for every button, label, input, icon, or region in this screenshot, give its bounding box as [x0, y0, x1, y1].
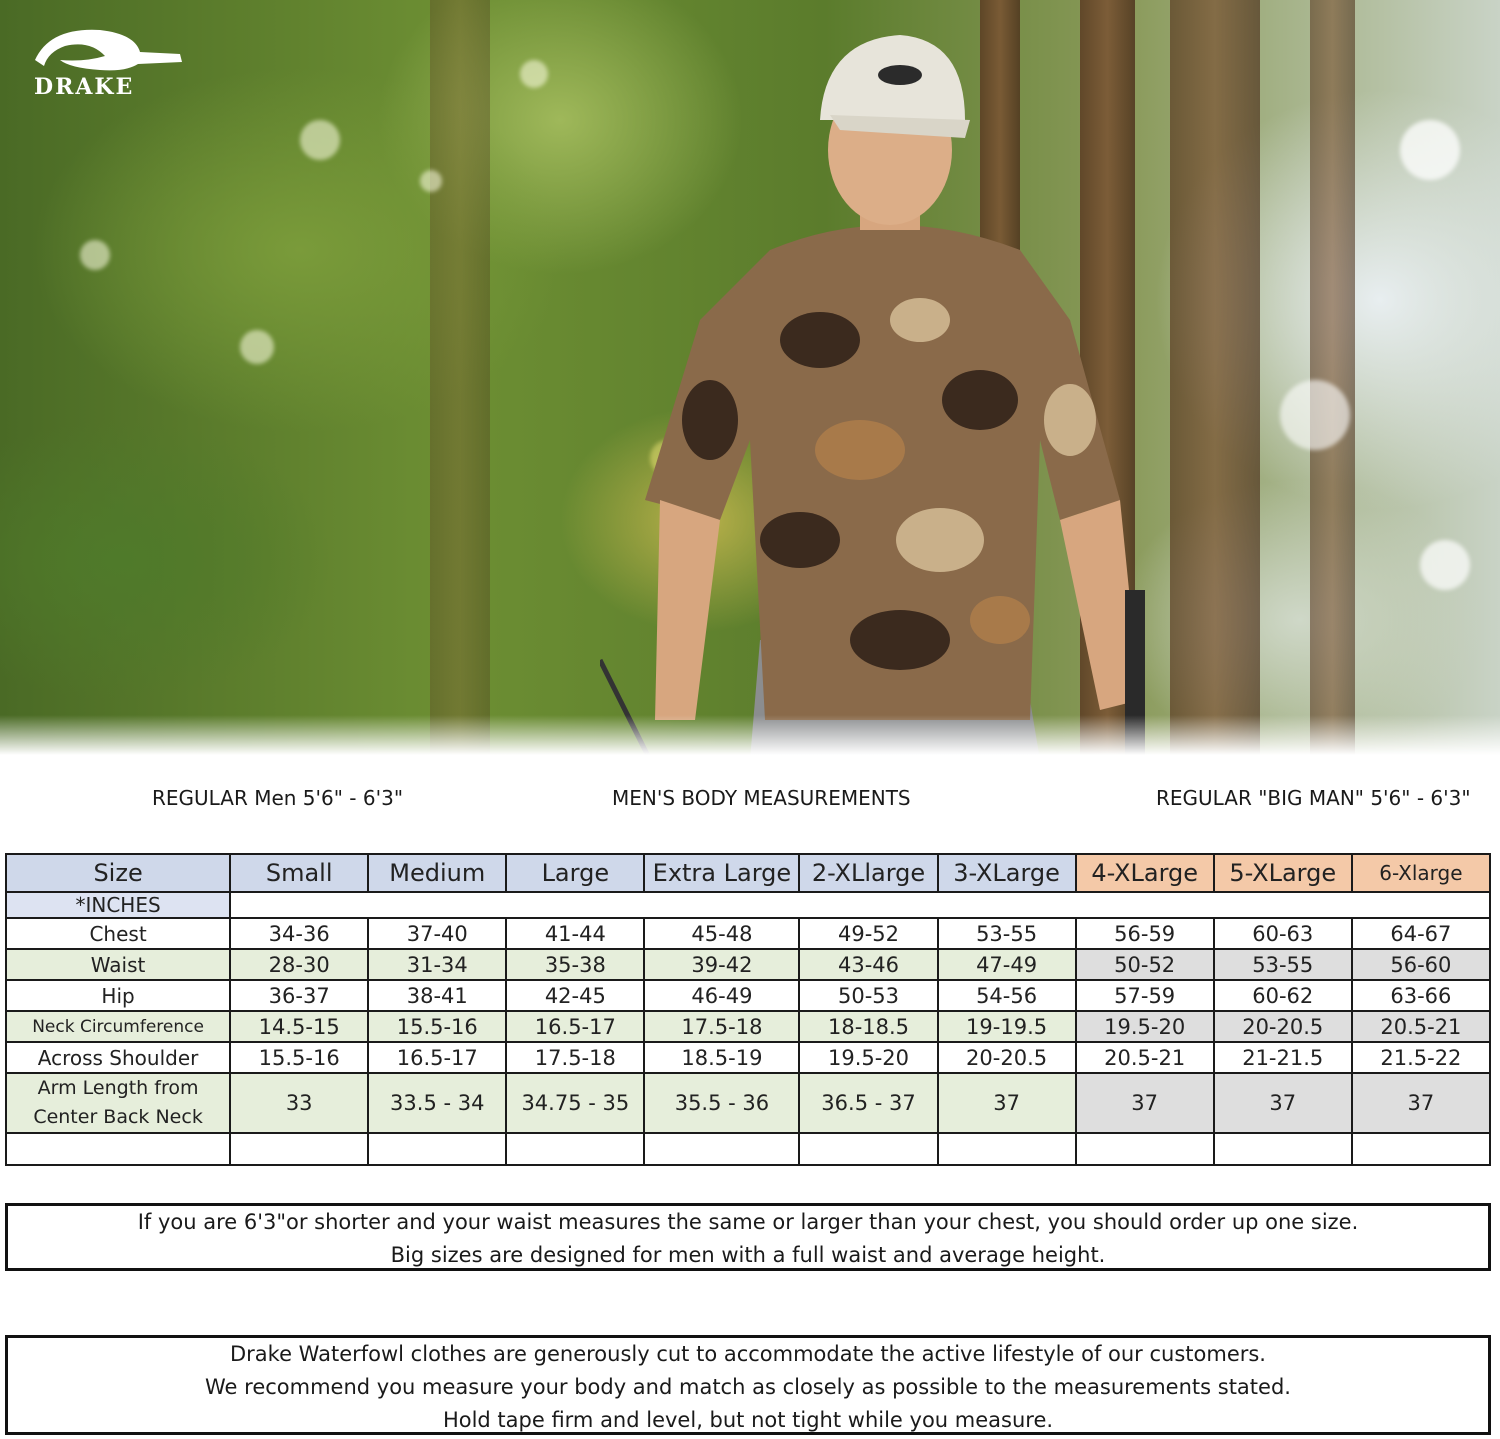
table-cell: 54-56 [938, 980, 1076, 1011]
table-cell: 38-41 [368, 980, 506, 1011]
table-cell: 21-21.5 [1214, 1042, 1352, 1073]
table-cell: 34-36 [230, 918, 368, 949]
table-cell: 19.5-20 [1076, 1011, 1214, 1042]
table-cell: 41-44 [506, 918, 644, 949]
size-header-4xl: 4-XLarge [1076, 854, 1214, 892]
table-row-neck [6, 1011, 1490, 1042]
row-label: Chest [6, 918, 230, 949]
table-cell: 36.5 - 37 [799, 1073, 937, 1133]
measure-note-line: We recommend you measure your body and match as closely as possible to the measurements stated. [205, 1375, 1291, 1399]
size-header-small: Small [230, 854, 368, 892]
table-cell: 19.5-20 [799, 1042, 937, 1073]
row-label-line: Arm Length from [37, 1077, 199, 1099]
table-cell: 50-53 [799, 980, 937, 1011]
row-label: Across Shoulder [6, 1042, 230, 1073]
row-label: Neck Circumference [6, 1011, 230, 1042]
size-chart-table [5, 853, 1491, 1166]
table-cell: 34.75 - 35 [506, 1073, 644, 1133]
fit-note-line: If you are 6'3"or shorter and your waist measures the same or larger than your chest, you should order up one size. [137, 1210, 1359, 1234]
table-cell: 39-42 [644, 949, 799, 980]
heading-big-man: REGULAR "BIG MAN" 5'6" - 6'3" [1156, 786, 1471, 810]
table-cell: 18.5-19 [644, 1042, 799, 1073]
table-cell: 37-40 [368, 918, 506, 949]
heading-mens-body-measurements: MEN'S BODY MEASUREMENTS [612, 786, 911, 810]
size-header-large: Large [506, 854, 644, 892]
table-row-arm-length [6, 1073, 1490, 1133]
row-label: Waist [6, 949, 230, 980]
table-cell: 20.5-21 [1076, 1042, 1214, 1073]
table-row-hip [6, 980, 1490, 1011]
measure-note-box [5, 1335, 1491, 1435]
table-cell: 50-52 [1076, 949, 1214, 980]
table-cell: 64-67 [1352, 918, 1490, 949]
unit-label: *INCHES [6, 892, 230, 918]
table-cell: 37 [938, 1073, 1076, 1133]
table-cell: 18-18.5 [799, 1011, 937, 1042]
table-row-empty [6, 1133, 1490, 1165]
model-illustration [600, 20, 1200, 755]
table-cell: 33 [230, 1073, 368, 1133]
table-row-chest [6, 918, 1490, 949]
table-cell: 56-60 [1352, 949, 1490, 980]
measure-note-line: Hold tape firm and level, but not tight while you measure. [442, 1408, 1054, 1432]
table-cell: 46-49 [644, 980, 799, 1011]
fit-note-line: Big sizes are designed for men with a full waist and average height. [390, 1243, 1106, 1267]
size-header-3xl: 3-XLarge [938, 854, 1076, 892]
table-cell: 60-62 [1214, 980, 1352, 1011]
table-cell: 15.5-16 [230, 1042, 368, 1073]
table-cell: 15.5-16 [368, 1011, 506, 1042]
table-cell: 14.5-15 [230, 1011, 368, 1042]
heading-regular: REGULAR Men 5'6" - 6'3" [152, 786, 404, 810]
table-cell: 33.5 - 34 [368, 1073, 506, 1133]
table-cell: 60-63 [1214, 918, 1352, 949]
size-header-medium: Medium [368, 854, 506, 892]
size-header-2xl: 2-XLlarge [799, 854, 937, 892]
size-header-5xl: 5-XLarge [1214, 854, 1352, 892]
measure-note-line: Drake Waterfowl clothes are generously cut to accommodate the active lifestyle of our customers. [230, 1342, 1266, 1366]
table-cell: 53-55 [1214, 949, 1352, 980]
table-cell: 19-19.5 [938, 1011, 1076, 1042]
size-header-6xl: 6-Xlarge [1352, 854, 1490, 892]
table-cell: 21.5-22 [1352, 1042, 1490, 1073]
unit-row [6, 892, 1490, 918]
table-cell: 36-37 [230, 980, 368, 1011]
table-cell: 56-59 [1076, 918, 1214, 949]
table-cell: 47-49 [938, 949, 1076, 980]
size-header: Size [6, 854, 230, 892]
table-cell: 49-52 [799, 918, 937, 949]
table-cell: 35-38 [506, 949, 644, 980]
table-cell: 45-48 [644, 918, 799, 949]
table-cell: 17.5-18 [644, 1011, 799, 1042]
table-cell: 16.5-17 [368, 1042, 506, 1073]
table-cell: 37 [1214, 1073, 1352, 1133]
row-label [6, 1073, 230, 1133]
table-cell: 28-30 [230, 949, 368, 980]
table-cell: 57-59 [1076, 980, 1214, 1011]
table-cell: 37 [1352, 1073, 1490, 1133]
table-cell: 20-20.5 [1214, 1011, 1352, 1042]
table-header-row [6, 854, 1490, 892]
table-cell: 43-46 [799, 949, 937, 980]
table-cell: 17.5-18 [506, 1042, 644, 1073]
row-label: Hip [6, 980, 230, 1011]
table-row-shoulder [6, 1042, 1490, 1073]
fit-note-box [5, 1203, 1491, 1271]
table-row-waist [6, 949, 1490, 980]
brand-logo-text: DRAKE [34, 74, 135, 100]
table-cell: 37 [1076, 1073, 1214, 1133]
table-cell: 53-55 [938, 918, 1076, 949]
table-cell: 20.5-21 [1352, 1011, 1490, 1042]
table-cell: 16.5-17 [506, 1011, 644, 1042]
size-header-extra-large: Extra Large [644, 854, 799, 892]
table-cell: 63-66 [1352, 980, 1490, 1011]
table-cell: 35.5 - 36 [644, 1073, 799, 1133]
table-cell: 20-20.5 [938, 1042, 1076, 1073]
table-cell: 42-45 [506, 980, 644, 1011]
row-label-line: Center Back Neck [33, 1106, 203, 1128]
table-cell: 31-34 [368, 949, 506, 980]
